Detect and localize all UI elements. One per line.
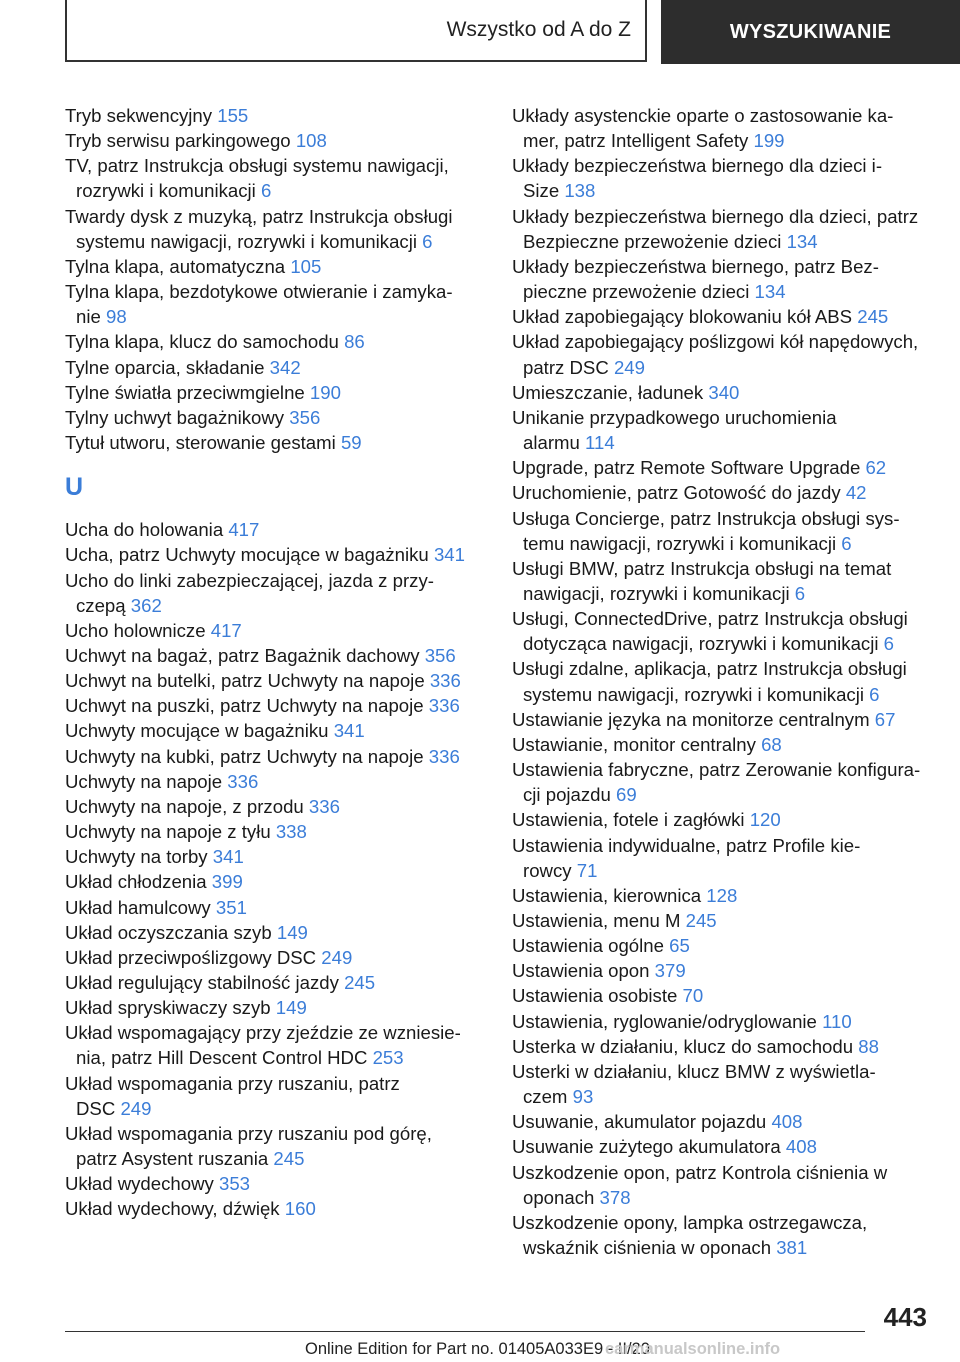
search-tab[interactable]	[661, 0, 960, 64]
entry-text: Tylny uchwyt bagażnikowy	[65, 406, 285, 428]
entry-text: Ustawienia opon	[512, 960, 650, 982]
page-reference-link[interactable]: 378	[599, 1186, 631, 1208]
entry-text: Układ wspomagający przy zjeździe ze wzniesie- nia, patrz Hill Descent Control HDC	[65, 1022, 461, 1069]
index-entry	[65, 430, 485, 455]
index-entry	[65, 1071, 485, 1121]
index-entry	[65, 895, 485, 920]
index-entry	[65, 970, 485, 995]
page-reference-link[interactable]: 70	[682, 985, 704, 1007]
header-bar	[65, 0, 960, 64]
page-reference-link[interactable]: 338	[275, 821, 307, 843]
page-reference-link[interactable]: 108	[295, 130, 327, 152]
index-entry	[512, 329, 937, 379]
page-reference-link[interactable]: 341	[212, 846, 244, 868]
index-entry	[65, 355, 485, 380]
entry-text: Tylne oparcia, składanie	[65, 356, 265, 378]
index-entry	[512, 556, 937, 606]
index-entry	[65, 794, 485, 819]
index-entry	[65, 329, 485, 354]
page-reference-link[interactable]: 6	[422, 230, 433, 252]
index-column-left	[65, 103, 485, 1222]
page-reference-link[interactable]: 340	[708, 381, 740, 403]
entry-text: Układ hamulcowy	[65, 896, 211, 918]
watermark: carmanualsonline.info	[605, 1340, 781, 1358]
index-entry	[65, 643, 485, 668]
index-entry	[65, 693, 485, 718]
index-entry	[512, 204, 937, 254]
page-reference-link[interactable]: 353	[219, 1173, 251, 1195]
index-entry	[65, 618, 485, 643]
entry-text: Uchwyty na torby	[65, 846, 208, 868]
entry-text: Ucha, patrz Uchwyty mocujące w bagażniku	[65, 544, 429, 566]
index-entry	[65, 844, 485, 869]
page-reference-link[interactable]: 114	[585, 432, 615, 454]
index-entry	[512, 103, 937, 153]
page-reference-link[interactable]: 356	[424, 644, 456, 666]
page-reference-link[interactable]: 245	[685, 910, 717, 931]
section-tab-label: Wszystko od A do Z	[446, 18, 631, 41]
page-reference-link[interactable]: 134	[786, 230, 818, 252]
entry-text: Ucho holownicze	[65, 619, 206, 641]
entry-text: Uszkodzenie opon, patrz Kontrola ciśnienia w oponach	[512, 1161, 888, 1208]
index-entry	[512, 506, 937, 556]
index-entry	[65, 995, 485, 1020]
page-reference-link[interactable]: 67	[874, 708, 896, 730]
index-entry	[512, 983, 937, 1008]
footer-divider	[65, 1331, 865, 1332]
entry-text: Tylne światła przeciwmgielne	[65, 381, 305, 403]
index-entry	[65, 542, 485, 567]
index-entry	[512, 1160, 937, 1210]
index-entry	[512, 254, 937, 304]
entry-text: Ustawienia indywidualne, patrz Profile kie- rowcy	[512, 834, 861, 881]
page-reference-link[interactable]: 59	[340, 432, 362, 454]
entry-text: Ustawienia osobiste	[512, 985, 678, 1007]
page-reference-link[interactable]: 42	[845, 482, 867, 504]
entry-text: TV, patrz Instrukcja obsługi systemu nawigacji, rozrywki i komunikacji	[65, 155, 449, 202]
index-entry	[512, 656, 937, 706]
entry-text: Tylna klapa, bezdotykowe otwieranie i zamyka- nie	[65, 281, 453, 328]
entry-text: Usługi BMW, patrz Instrukcja obsługi na temat nawigacji, rozrywki i komunikacji	[512, 557, 892, 604]
index-entry	[512, 455, 937, 480]
section-tab[interactable]	[65, 0, 647, 62]
page-reference-link[interactable]: 149	[275, 997, 307, 1019]
entry-text: Układy bezpieczeństwa biernego, patrz Bez- pieczne przewożenie dzieci	[512, 255, 879, 303]
index-entry	[65, 1196, 485, 1221]
page-reference-link[interactable]: 249	[120, 1097, 152, 1119]
entry-text: Ucho do linki zabezpieczającej, jazda z przy- czepą	[65, 569, 434, 616]
page-reference-link[interactable]: 341	[333, 720, 365, 742]
entry-text: Tryb serwisu parkingowego	[65, 130, 291, 152]
index-entry	[65, 819, 485, 844]
page-reference-link[interactable]: 245	[273, 1148, 305, 1170]
entry-text: Ustawienia, kierownica	[512, 884, 702, 906]
index-entry	[512, 606, 937, 656]
index-entry	[65, 405, 485, 430]
entry-text: Układ wspomagania przy ruszaniu, patrz DSC	[65, 1072, 400, 1119]
entry-text: Uchwyt na bagaż, patrz Bagażnik dachowy	[65, 644, 420, 666]
index-entry	[512, 707, 937, 732]
edition-footer: Online Edition for Part no. 01405A033E9 - II/20	[305, 1340, 650, 1358]
entry-text: Układ spryskiwaczy szyb	[65, 997, 271, 1019]
entry-text: Twardy dysk z muzyką, patrz Instrukcja obsługi systemu nawigacji, rozrywki i komunikacji	[65, 205, 453, 252]
entry-text: Ustawienia, menu M	[512, 910, 681, 931]
index-entry	[512, 933, 937, 958]
page-reference-link[interactable]: 69	[616, 784, 637, 806]
page-reference-link[interactable]: 98	[106, 306, 127, 328]
entry-text: Tylna klapa, automatyczna	[65, 255, 286, 277]
entry-text: Uchwyty na kubki, patrz Uchwyty na napoje	[65, 745, 424, 767]
entry-text: Układ wspomagania przy ruszaniu pod górę, patrz Asystent ruszania	[65, 1122, 432, 1170]
entry-text: Usługi zdalne, aplikacja, patrz Instrukcja obsługi systemu nawigacji, rozrywki i komunikacji	[512, 658, 907, 705]
page-reference-link[interactable]: 120	[749, 809, 781, 831]
entry-text: Upgrade, patrz Remote Software Upgrade	[512, 457, 861, 479]
index-entry	[512, 1134, 937, 1159]
index-entry	[512, 757, 937, 807]
index-entry	[65, 254, 485, 279]
index-entry	[512, 1009, 937, 1034]
index-entry	[512, 807, 937, 832]
entry-text: Układy bezpieczeństwa biernego dla dzieci, patrz Bezpieczne przewożenie dzieci	[512, 205, 919, 252]
page-reference-link[interactable]: 88	[858, 1035, 879, 1057]
index-entry	[65, 769, 485, 794]
entry-text: Układ wydechowy, dźwięk	[65, 1198, 280, 1220]
index-entry	[512, 958, 937, 983]
page-reference-link[interactable]: 138	[564, 180, 596, 202]
entry-text: Usterka w działaniu, klucz do samochodu	[512, 1035, 854, 1057]
page-reference-link[interactable]: 62	[865, 457, 887, 479]
entry-text: Układ wydechowy	[65, 1173, 214, 1195]
entry-text: Układ zapobiegający poślizgowi kół napędowych, patrz DSC	[512, 331, 919, 378]
entry-text: Uruchomienie, patrz Gotowość do jazdy	[512, 482, 841, 504]
page-reference-link[interactable]: 93	[572, 1086, 594, 1108]
entry-text: Układ przeciwpoślizgowy DSC	[65, 946, 317, 968]
entry-text: Uszkodzenie opony, lampka ostrzegawcza, wskaźnik ciśnienia w oponach	[512, 1211, 868, 1259]
index-entry	[65, 718, 485, 743]
entry-text: Usługi, ConnectedDrive, patrz Instrukcja obsługi dotycząca nawigacji, rozrywki i komunikacji	[512, 608, 908, 655]
page-reference-link[interactable]: 336	[428, 695, 460, 717]
entry-text: Ustawianie, monitor centralny	[512, 733, 756, 755]
index-entry	[512, 883, 937, 908]
entry-text: Uchwyty na napoje, z przodu	[65, 795, 304, 817]
index-entry	[512, 480, 937, 505]
page-reference-link[interactable]: 417	[228, 519, 260, 541]
index-entry	[512, 1210, 937, 1260]
page-reference-link[interactable]: 381	[776, 1237, 808, 1259]
index-entry	[65, 1171, 485, 1196]
page-reference-link[interactable]: 336	[428, 745, 460, 767]
index-entry	[65, 668, 485, 693]
index-entry	[65, 869, 485, 894]
index-entry	[65, 128, 485, 153]
page-reference-link[interactable]: 341	[433, 544, 465, 566]
entry-text: Tylna klapa, klucz do samochodu	[65, 331, 339, 353]
page-reference-link[interactable]: 356	[289, 406, 321, 428]
page-reference-link[interactable]: 155	[217, 105, 249, 126]
page-reference-link[interactable]: 408	[785, 1136, 817, 1158]
page-reference-link[interactable]: 71	[576, 859, 598, 881]
page-reference-link[interactable]: 6	[794, 582, 806, 604]
page-reference-link[interactable]: 149	[276, 921, 308, 943]
entry-text: Uchwyt na puszki, patrz Uchwyty na napoje	[65, 695, 424, 717]
entry-text: Ustawienia, fotele i zagłówki	[512, 809, 745, 831]
entry-text: Usługa Concierge, patrz Instrukcja obsługi sys- temu nawigacji, rozrywki i komunikacji	[512, 507, 900, 554]
page-reference-link[interactable]: 408	[771, 1111, 803, 1133]
index-entry	[65, 103, 485, 128]
entry-text: Ustawienia, ryglowanie/odryglowanie	[512, 1010, 817, 1032]
index-entry	[512, 1059, 937, 1109]
page-reference-link[interactable]: 190	[309, 381, 341, 403]
page-reference-link[interactable]: 6	[883, 633, 894, 655]
page-reference-link[interactable]: 65	[669, 935, 690, 957]
page-reference-link[interactable]: 253	[372, 1047, 404, 1069]
index-entry	[512, 380, 937, 405]
index-column-right	[512, 103, 937, 1260]
index-entry	[65, 153, 485, 203]
page-reference-link[interactable]: 128	[706, 884, 738, 906]
page-reference-link[interactable]: 160	[284, 1198, 316, 1220]
entry-text: Unikanie przypadkowego uruchomienia alarmu	[512, 406, 837, 454]
index-entry	[512, 1034, 937, 1059]
page-reference-link[interactable]: 245	[857, 306, 889, 328]
index-entry	[65, 204, 485, 254]
entry-text: Układ regulujący stabilność jazdy	[65, 972, 339, 993]
page-reference-link[interactable]: 249	[613, 356, 645, 378]
index-entry	[65, 517, 485, 542]
index-entry	[512, 732, 937, 757]
page-reference-link[interactable]: 249	[321, 946, 353, 968]
page-reference-link[interactable]: 362	[130, 594, 162, 616]
entry-text: Układy asystenckie oparte o zastosowanie ka- mer, patrz Intelligent Safety	[512, 105, 894, 152]
entry-text: Usuwanie, akumulator pojazdu	[512, 1111, 767, 1133]
page-reference-link[interactable]: 245	[344, 972, 376, 993]
index-entry	[65, 568, 485, 618]
entry-text: Ustawienia fabryczne, patrz Zerowanie konfigura- cji pojazdu	[512, 759, 921, 806]
page-reference-link[interactable]: 86	[344, 331, 365, 353]
page-number: 443	[883, 1302, 927, 1332]
page-reference-link[interactable]: 351	[215, 896, 247, 918]
page-reference-link[interactable]: 417	[210, 619, 242, 641]
index-entry	[65, 1121, 485, 1171]
index-entry	[512, 405, 937, 455]
entry-text: Układ zapobiegający blokowaniu kół ABS	[512, 306, 853, 328]
page-reference-link[interactable]: 6	[841, 532, 852, 554]
entry-text: Układ oczyszczania szyb	[65, 921, 272, 943]
index-entry	[512, 153, 937, 203]
index-entry	[65, 920, 485, 945]
page-reference-link[interactable]: 199	[753, 130, 785, 152]
entry-text: Uchwyty mocujące w bagażniku	[65, 720, 329, 742]
entry-text: Ucha do holowania	[65, 519, 224, 541]
page-reference-link[interactable]: 336	[227, 770, 259, 792]
index-entry	[512, 304, 937, 329]
section-letter: U	[65, 473, 84, 502]
page-reference-link[interactable]: 6	[869, 683, 880, 705]
entry-text: Ustawianie języka na monitorze centralnym	[512, 708, 870, 730]
entry-text: Umieszczanie, ładunek	[512, 381, 704, 403]
entry-text: Usuwanie zużytego akumulatora	[512, 1136, 781, 1158]
page-reference-link[interactable]: 336	[429, 670, 461, 692]
index-entry	[512, 833, 937, 883]
page-reference-link[interactable]: 134	[754, 281, 786, 303]
page-reference-link[interactable]: 105	[290, 255, 322, 277]
page-reference-link[interactable]: 68	[761, 733, 782, 755]
page-reference-link[interactable]: 342	[269, 356, 301, 378]
page-reference-link[interactable]: 399	[211, 871, 243, 893]
entry-text: Uchwyt na butelki, patrz Uchwyty na napoje	[65, 670, 425, 692]
entry-text: Uchwyty na napoje	[65, 770, 223, 792]
index-entry	[65, 744, 485, 769]
index-entry	[512, 908, 937, 933]
entry-text: Tryb sekwencyjny	[65, 105, 213, 126]
index-entry	[65, 1020, 485, 1070]
index-entry	[65, 380, 485, 405]
entry-text: Uchwyty na napoje z tyłu	[65, 821, 271, 843]
page-reference-link[interactable]: 110	[822, 1010, 852, 1032]
page-reference-link[interactable]: 6	[260, 180, 272, 202]
entry-text: Układy bezpieczeństwa biernego dla dzieci i- Size	[512, 155, 883, 202]
search-tab-label: WYSZUKIWANIE	[729, 20, 892, 43]
index-entry	[65, 945, 485, 970]
index-entry	[65, 279, 485, 329]
entry-text: Usterki w działaniu, klucz BMW z wyświetla- czem	[512, 1060, 876, 1108]
entry-text: Układ chłodzenia	[65, 871, 207, 893]
page-reference-link[interactable]: 379	[654, 960, 686, 982]
page-reference-link[interactable]: 336	[308, 795, 340, 817]
entry-text: Tytuł utworu, sterowanie gestami	[65, 432, 336, 454]
index-entry	[512, 1109, 937, 1134]
entry-text: Ustawienia ogólne	[512, 935, 664, 957]
